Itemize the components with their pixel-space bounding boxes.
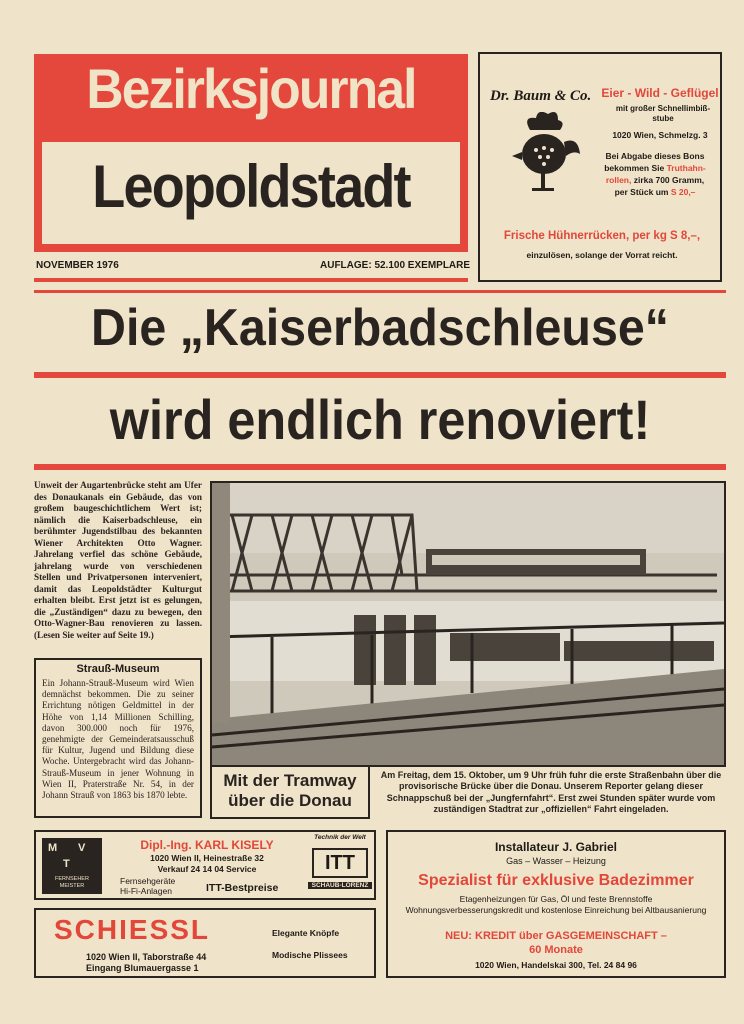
masthead-title-line1: Bezirksjournal [86, 57, 416, 120]
ad-baum-offer-line2-a: bekommen Sie [604, 163, 665, 173]
ad-baum-offer-line4 [590, 186, 720, 198]
ad-baum-offer-line4-a: per Stück um [614, 187, 669, 197]
lead-article-text: Unweit der Augartenbrücke steht am Ufer des Donaukanals ein Gebäude, das von großem baugeschichtlichem Wert ist; nämlich die Kaiserbadschleuse, ein berühmter Jugendstilbau des bekannten Wiener Architekten Otto Wagner. Jahrelang verfiel das schöne Gebäude, jahrelang wurde von verschiedenen Stellen und Privatpersonen interveniert, damit das Leopoldstädter Kulturgut erhalten bleibt. Erst jetzt ist es gelungen, die „Zuständigen“ dazu zu bewegen, den Otto-Wagner-Bau renovieren zu lassen. (Lesen Sie weiter auf Seite 19.) [34, 480, 202, 640]
photo-caption-title-line2: über die Donau [228, 791, 352, 810]
masthead-title-line2: Leopoldstadt [92, 153, 410, 220]
masthead-rule [34, 278, 468, 282]
ad-baum-offer-line4-b: S 20,– [670, 187, 696, 197]
ad-kisely-tech-label: Technik der Welt [314, 834, 366, 841]
ad-schiessl-name: SCHIESSL [54, 914, 211, 945]
ad-baum-address: 1020 Wien, Schmelzg. 3 [612, 130, 708, 140]
photo-caption-title-line1: Mit der Tramway [223, 771, 357, 790]
ad-baum-offer-line2-b: Truthahn- [666, 163, 706, 173]
strauss-article [34, 658, 202, 818]
ad-schiessl-item1: Elegante Knöpfe [272, 928, 340, 938]
ad-gabriel-services: Gas – Wasser – Heizung [506, 856, 606, 866]
ad-gabriel-credit-line1: NEU: KREDIT über GASGEMEINSCHAFT – [445, 930, 667, 942]
itt-logo: ITT [312, 848, 368, 878]
ad-baum-offer-line1: Bei Abgabe dieses Bons [605, 151, 705, 161]
issue-date: NOVEMBER 1976 [36, 260, 119, 271]
ad-kisely [34, 830, 376, 900]
masthead [34, 54, 468, 252]
ad-gabriel-text: Etagenheizungen für Gas, Öl und feste Brennstoffe Wohnungsverbesserungskredit und kostenlose Einreichung bei Altbausanierung [405, 894, 707, 915]
ad-kisely-bestpreis: ITT-Bestpreise [206, 882, 279, 894]
mvt-letter-v: V [78, 842, 86, 854]
ad-schiessl-item2: Modische Plissees [272, 950, 348, 960]
ad-baum-sub: mit großer Schnellimbiß-stube [615, 104, 711, 123]
ad-gabriel-credit-line2: 60 Monate [529, 944, 583, 956]
ad-schiessl [34, 908, 376, 978]
strauss-title: Strauß-Museum [76, 663, 160, 675]
ad-kisely-product2: Hi-Fi-Anlagen [120, 886, 172, 896]
ad-baum-logo: Dr. Baum & Co. [490, 88, 592, 104]
tram-bridge-photo-image [212, 483, 724, 765]
ad-baum-heading: Eier - Wild - Geflügel [601, 86, 719, 100]
strauss-text: Ein Johann-Strauß-Museum wird Wien demnächst bekommen. Die zu seiner Errichtung nötigen Geldmittel in der Höhe von 1,14 Millionen Schilling, davon 300.000 noch für 1976, genehmigte der Gemeinderatsausschuß für Kultur, Jugend und Bildung diese Woche. Untergebracht wird das Johann-Strauß-Museum in jener Wohnung in Wien II, Praterstraße Nr. 54, in der Johann Strauß von 1863 bis 1870 lebte. [42, 678, 194, 801]
circulation: AUFLAGE: 52.100 EXEMPLARE [320, 260, 471, 271]
mvt-logo [42, 838, 102, 894]
ad-baum-promo: Frische Hühnerrücken, per kg S 8,–, [503, 230, 701, 242]
ad-baum [478, 52, 722, 282]
tram-photo [210, 481, 726, 767]
ad-gabriel-name: Installateur J. Gabriel [494, 840, 618, 854]
ad-kisely-product1: Fernsehgeräte [120, 876, 176, 886]
ad-baum-offer-line2 [590, 162, 720, 174]
ad-baum-offer [590, 150, 720, 198]
ad-gabriel [386, 830, 726, 978]
headline-rule-bottom [34, 464, 726, 470]
mvt-letter-t: T [63, 858, 70, 870]
ad-kisely-name: Dipl.-Ing. KARL KISELY [140, 838, 274, 852]
ad-kisely-products [120, 876, 175, 896]
ad-baum-note: einzulösen, solange der Vorrat reicht. [526, 250, 678, 260]
ad-schiessl-address2: Eingang Blumauergasse 1 [86, 963, 199, 973]
ad-kisely-phone: Verkauf 24 14 04 Service [157, 864, 257, 874]
ad-gabriel-slogan: Spezialist für exklusive Badezimmer [418, 872, 694, 889]
rooster-icon [506, 112, 582, 196]
headline-line1: Die „Kaiserbadschleuse“ [91, 299, 669, 357]
ad-schiessl-address1: 1020 Wien II, Taborstraße 44 [86, 952, 207, 962]
ad-baum-offer-line3-a: rollen, [605, 175, 632, 185]
itt-sub: SCHAUB-LORENZ [308, 882, 372, 889]
mvt-letter-m: M [48, 842, 58, 854]
photo-caption-title-box [210, 767, 370, 819]
photo-caption-text: Am Freitag, dem 15. Oktober, um 9 Uhr früh fuhr die erste Straßenbahn über die provisorische Brücke über die Donau. Unserem Reporter gelang dieser Schnappschuß bei der „Jungfernfahrt“. Erst zwei Stunden später wurde vom zuständigen Stadtrat zur „offiziellen“ Fahrt eingeladen. [380, 770, 722, 815]
ad-kisely-address: 1020 Wien II, Heinestraße 32 [150, 853, 264, 863]
headline-line2: wird endlich renoviert! [109, 388, 651, 451]
ad-baum-offer-line3-b: zirka 700 Gramm, [633, 175, 705, 185]
masthead-inner-box [42, 142, 460, 244]
ad-gabriel-address: 1020 Wien, Handelskai 300, Tel. 24 84 96 [475, 960, 637, 970]
ad-schiessl-address [86, 952, 206, 974]
headline-rule-middle [34, 372, 726, 378]
ad-baum-offer-line3 [590, 174, 720, 186]
mvt-caption: FERNSEHER MEISTER [55, 876, 89, 889]
